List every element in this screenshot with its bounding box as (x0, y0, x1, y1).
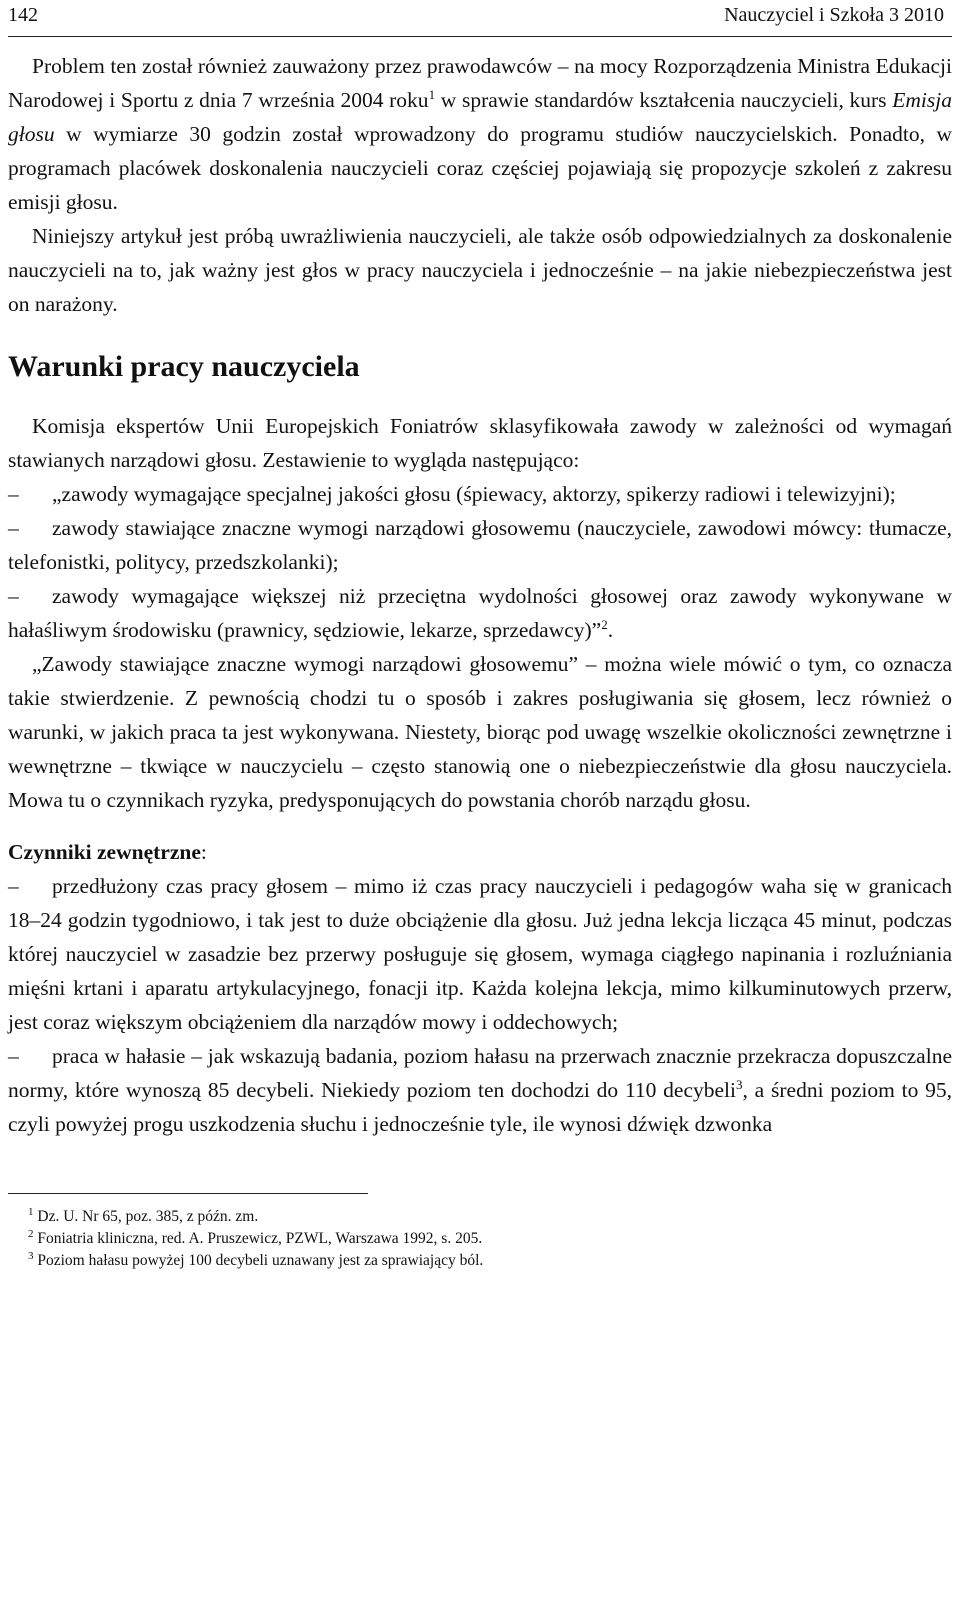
section-body (8, 409, 952, 1141)
list-item: – zawody wymagające większej niż przeciętna wydolności głosowej oraz zawody wykonywane w hałaśliwym środowisku (prawnicy, sędziowie, lekarze, sprzedawcy)”$^2$. (8, 584, 952, 642)
footnote-2: $^2$ Foniatria kliniczna, red. A. Pruszewicz, PZWL, Warszawa 1992, s. 205. (28, 1227, 483, 1247)
footnote-ref-3[interactable]: 3 (736, 1076, 743, 1092)
footnote-1: $^1$ Dz. U. Nr 65, poz. 385, z późn. zm. (28, 1205, 259, 1225)
journal-title: Nauczyciel i Szkoła 3 2010 (724, 4, 944, 26)
section-heading: Warunki pracy nauczyciela (8, 350, 360, 383)
footnote-3: $^3$ Poziom hałasu powyżej 100 decybeli uznawany jest za sprawiający ból. (28, 1249, 484, 1269)
section-paragraph-2: „Zawody stawiające znaczne wymogi narządowi głosowemu” – można wiele mówić o tym, co oznacza takie stwierdzenie. Z pewnością chodzi tu o sposób i zakres posługiwania się głosem, lecz również o warunki, w jakich praca ta jest wykonywana. Niestety, biorąc pod uwagę wszelkie okoliczności zewnętrzne i wewnętrzne – tkwiące w nauczycielu – często stanowią one o niebezpieczeństwie dla głosu nauczyciela. Mowa tu o czynnikach ryzyka, predysponujących do powstania chorób narządu głosu. (8, 652, 952, 812)
page-number: 142 (8, 4, 38, 26)
external-factors-heading: Czynniki zewnętrzne (8, 840, 201, 864)
running-header (8, 0, 952, 37)
list-item: – praca w hałasie – jak wskazują badania, poziom hałasu na przerwach znacznie przekracza dopuszczalne normy, które wynoszą 85 decybeli. Niekiedy poziom ten dochodzi do 110 decybeli$^3$, a średni poziom to 95, czyli powyżej progu uszkodzenia słuchu i jednocześnie tyle, ile wynosi dźwięk dzwonka (8, 1044, 952, 1136)
intro-block (8, 49, 952, 321)
footnote-divider (8, 1193, 368, 1194)
footnotes (8, 1206, 952, 1272)
course-name: Emisja głosu (8, 88, 952, 146)
list-item: – przedłużony czas pracy głosem – mimo iż czas pracy nauczycieli i pedagogów waha się w granicach 18–24 godzin tygodniowo, i tak jest to duże obciążenie dla głosu. Już jedna lekcja licząca 45 minut, podczas której nauczyciel w zasadzie bez przerwy posługuje się głosem, wymaga ciągłego napinania i rozluźniania mięśni krtani i aparatu artykulacyjnego, fonacji itp. Każda kolejna lekcja, mimo kilkuminutowych przerw, jest coraz większym obciążeniem dla narządów mowy i oddechowych; (8, 874, 952, 1034)
footnote-ref-2[interactable]: 2 (601, 616, 608, 632)
list-item: – zawody stawiające znaczne wymogi narządowi głosowemu (nauczyciele, zawodowi mówcy: tłumacze, telefonistki, politycy, przedszkolanki); (8, 516, 952, 574)
external-factors-heading-line: Czynniki zewnętrzne: (8, 840, 207, 864)
intro-paragraph-2: Niniejszy artykuł jest próbą uwrażliwienia nauczycieli, ale także osób odpowiedzialnych za doskonalenie nauczycieli na to, jak ważny jest głos w pracy nauczyciela i jednocześnie – na jakie niebezpieczeństwa jest on narażony. (8, 224, 952, 316)
footnote-ref-1[interactable]: 1 (428, 86, 436, 102)
list-item: – „zawody wymagające specjalnej jakości głosu (śpiewacy, aktorzy, spikerzy radiowi i telewizyjni); (8, 482, 896, 506)
document-page (8, 0, 952, 1272)
section-paragraph-1: Komisja ekspertów Unii Europejskich Foniatrów sklasyfikowała zawody w zależności od wymagań stawianych narządowi głosu. Zestawienie to wygląda następująco: (8, 414, 952, 472)
intro-paragraph-1: Problem ten został również zauważony przez prawodawców – na mocy Rozporządzenia Ministra Edukacji Narodowej i Sportu z dnia 7 września 2004 roku$^1$ w sprawie standardów kształcenia nauczycieli, kurs Emisja głosu w wymiarze 30 godzin został wprowadzony do programu studiów nauczycielskich. Ponadto, w programach placówek doskonalenia nauczycieli coraz częściej pojawiają się propozycje szkoleń z zakresu emisji głosu. (8, 54, 952, 214)
